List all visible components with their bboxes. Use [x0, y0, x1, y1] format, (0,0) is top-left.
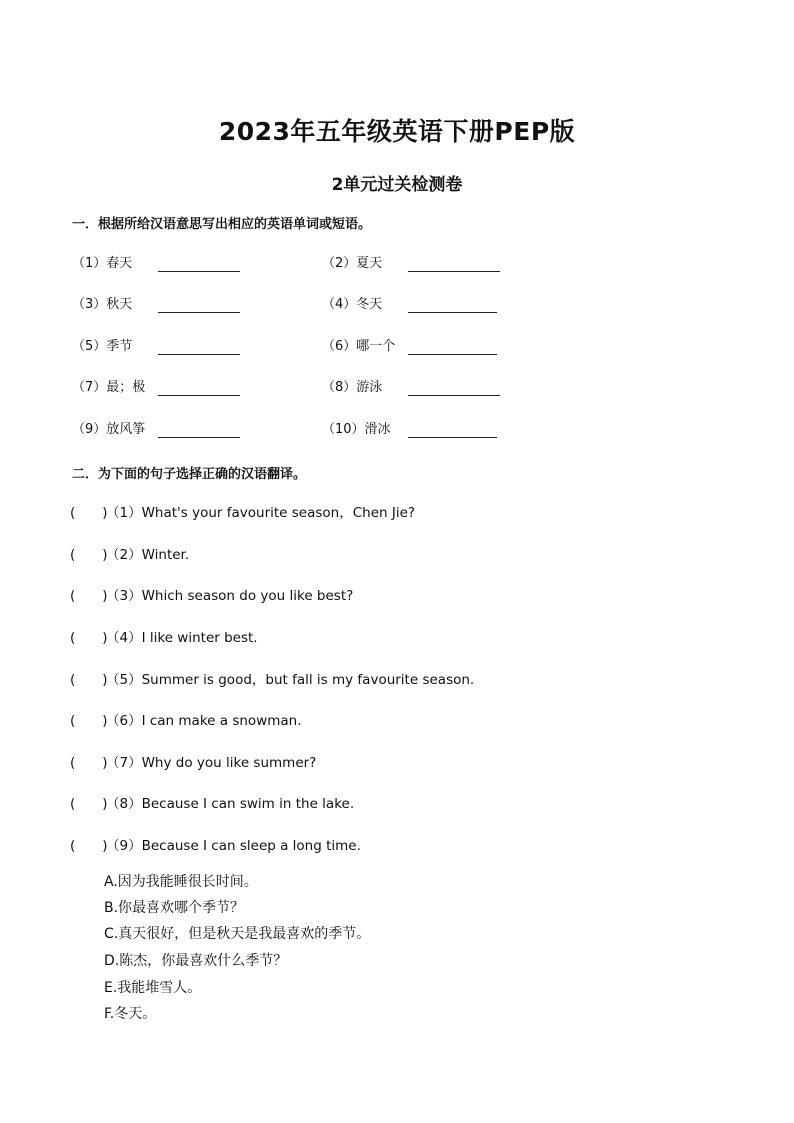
vocab-chinese: 春天	[106, 256, 133, 271]
vocab-number: （9）	[72, 422, 107, 437]
vocab-chinese: 秋天	[106, 297, 133, 312]
vocab-chinese: 放风筝	[106, 422, 146, 437]
sentence-text: （5）Summer is good，but fall is my favourite season.	[106, 672, 475, 688]
vocab-number: （3）	[72, 297, 107, 312]
vocab-chinese: 季节	[106, 339, 133, 354]
sentence-text: （1）What's your favourite season，Chen Jie?	[106, 505, 416, 521]
option-c: C.真天很好，但是秋天是我最喜欢的季节。	[104, 926, 371, 942]
sentence-text: （7）Why do you like summer?	[106, 755, 317, 771]
sentence-item	[70, 586, 353, 606]
vocab-chinese: 滑冰	[364, 422, 391, 437]
vocab-chinese: 冬天	[356, 297, 383, 312]
sentence-item	[70, 545, 189, 565]
page-subtitle: 2单元过关检测卷	[331, 175, 463, 195]
sentence-item	[70, 711, 302, 731]
vocab-number: （1）	[72, 256, 107, 271]
sentence-item	[70, 503, 415, 523]
answer-blank[interactable]	[408, 312, 497, 313]
answer-paren[interactable]: ( )	[70, 588, 108, 604]
vocab-number: （2）	[322, 256, 357, 271]
vocab-number: （6）	[322, 339, 357, 354]
option-b: B.你最喜欢哪个季节？	[104, 900, 245, 916]
vocab-item	[72, 254, 252, 274]
vocab-chinese: 夏天	[356, 256, 383, 271]
option-e: E.我能堆雪人。	[104, 980, 202, 996]
vocab-item	[72, 337, 252, 357]
vocab-chinese: 最；极	[106, 380, 146, 395]
section2-heading: 二．为下面的句子选择正确的汉语翻译。	[72, 467, 307, 482]
answer-blank[interactable]	[158, 395, 240, 396]
vocab-item	[72, 378, 252, 398]
section1-heading: 一．根据所给汉语意思写出相应的英语单词或短语。	[72, 217, 372, 232]
answer-paren[interactable]: ( )	[70, 838, 108, 854]
vocab-chinese: 哪一个	[356, 339, 396, 354]
option-d: D.陈杰，你最喜欢什么季节？	[104, 953, 288, 969]
sentence-item	[70, 628, 258, 648]
answer-blank[interactable]	[408, 354, 497, 355]
vocab-number: （5）	[72, 339, 107, 354]
answer-blank[interactable]	[408, 271, 500, 272]
sentence-text: （8）Because I can swim in the lake.	[106, 796, 355, 812]
vocab-item	[72, 295, 252, 315]
sentence-text: （9）Because I can sleep a long time.	[106, 838, 361, 854]
vocab-number: （10）	[322, 422, 365, 437]
answer-blank[interactable]	[158, 271, 240, 272]
vocab-item	[322, 378, 512, 398]
vocab-number: （8）	[322, 380, 357, 395]
sentence-item	[70, 794, 354, 814]
vocab-item	[322, 337, 512, 357]
sentence-text: （3）Which season do you like best?	[106, 588, 354, 604]
vocab-number: （4）	[322, 297, 357, 312]
vocab-item	[322, 254, 512, 274]
page-title: 2023年五年级英语下册PEP版	[218, 117, 576, 146]
answer-paren[interactable]: ( )	[70, 547, 108, 563]
answer-paren[interactable]: ( )	[70, 672, 108, 688]
answer-paren[interactable]: ( )	[70, 755, 108, 771]
sentence-text: （6）I can make a snowman.	[106, 713, 302, 729]
option-f: F.冬天。	[104, 1006, 157, 1022]
option-a: A.因为我能睡很长时间。	[104, 874, 258, 890]
answer-paren[interactable]: ( )	[70, 630, 108, 646]
vocab-item	[72, 420, 252, 440]
vocab-item	[322, 420, 512, 440]
answer-blank[interactable]	[408, 437, 497, 438]
answer-blank[interactable]	[158, 354, 240, 355]
sentence-item	[70, 670, 474, 690]
vocab-item	[322, 295, 512, 315]
vocab-number: （7）	[72, 380, 107, 395]
answer-paren[interactable]: ( )	[70, 713, 108, 729]
sentence-item	[70, 753, 316, 773]
sentence-text: （4）I like winter best.	[106, 630, 258, 646]
sentence-item	[70, 836, 361, 856]
answer-blank[interactable]	[408, 395, 500, 396]
answer-blank[interactable]	[158, 437, 240, 438]
vocab-chinese: 游泳	[356, 380, 383, 395]
answer-paren[interactable]: ( )	[70, 796, 108, 812]
answer-blank[interactable]	[158, 312, 240, 313]
sentence-text: （2）Winter.	[106, 547, 190, 563]
answer-paren[interactable]: ( )	[70, 505, 108, 521]
